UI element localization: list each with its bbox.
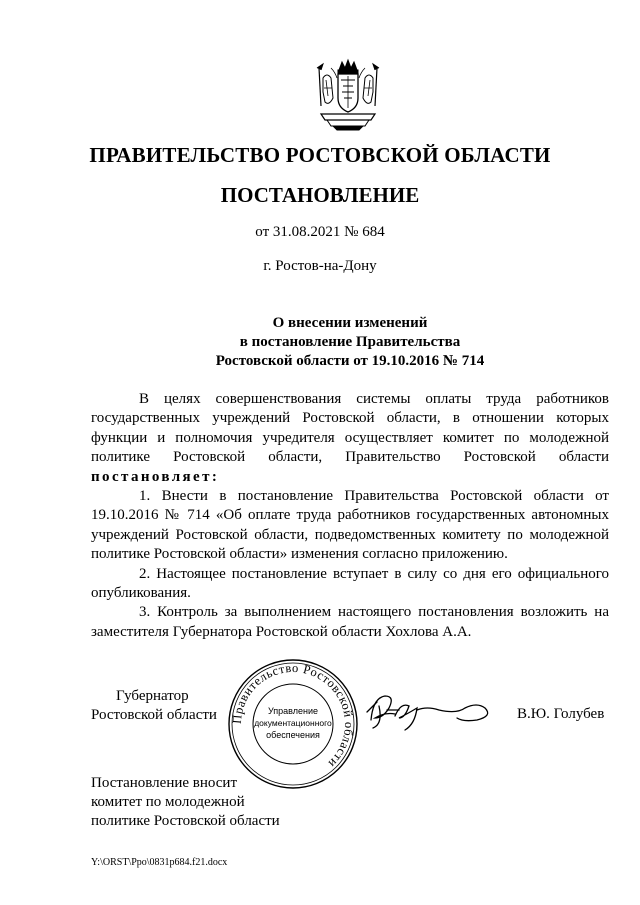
resolution-item: 1. Внести в постановление Правительства Ростовской области от 19.10.2016 № 714 «Об оплате труда работников государственных автономных учреждений Ростовской области, подведомственных комитету по молодежной политике Ростовской области» изменения согласно приложению. (91, 488, 609, 563)
stamp-ring-text: Правительство Ростовской области (229, 660, 357, 771)
coat-of-arms-icon (313, 58, 383, 132)
subject-line: О внесении изменений (272, 315, 428, 331)
resolution-item: 2. Настоящее постановление вступает в силу со дня его официального опубликования. (91, 565, 609, 602)
preamble (91, 390, 609, 487)
preamble-line: В целях совершенствования системы оплаты труда работников (139, 391, 609, 407)
signer-post-line: Губернатор (116, 688, 189, 704)
note-line: политике Ростовской области (91, 813, 280, 829)
signer-name: В.Ю. Голубев (517, 706, 605, 722)
resolution-item: 3. Контроль за выполнением настоящего постановления возложить на заместителя Губернатора Ростовской области Хохлова А.А. (91, 604, 609, 640)
submitted-by-note (91, 774, 280, 831)
handwritten-signature (365, 688, 497, 734)
official-stamp (226, 658, 360, 790)
document-date-number: от 31.08.2021 № 684 (255, 224, 385, 240)
stamp-center-line: Управление (267, 706, 319, 716)
document-city: г. Ростов-на-Дону (263, 258, 377, 274)
document-subject (150, 314, 550, 371)
signer-post-line: Ростовской области (91, 707, 217, 723)
resolution-items (91, 487, 609, 642)
stamp-center-line: документационного (254, 718, 332, 728)
file-path: Y:\ORST\Ppo\0831p684.f21.docx (91, 857, 228, 868)
government-title: ПРАВИТЕЛЬСТВО РОСТОВСКОЙ ОБЛАСТИ (89, 143, 551, 167)
note-line: комитет по молодежной (91, 794, 245, 810)
preamble-line: государственных учреждений Ростовской области, в отношении которых (91, 410, 609, 427)
preamble-line: функции и полномочия учредителя осуществляет комитет по молодежной (91, 429, 609, 446)
stamp-center-line: обеспечения (266, 730, 320, 740)
decision-word: постановляет: (91, 468, 220, 485)
document-type-title: ПОСТАНОВЛЕНИЕ (220, 183, 420, 207)
note-line: Постановление вносит (91, 775, 238, 791)
subject-line: в постановление Правительства (239, 334, 461, 350)
subject-line: Ростовской области от 19.10.2016 № 714 (215, 353, 485, 369)
preamble-line: политике Ростовской области, Правительство Ростовской области (91, 449, 609, 466)
signer-position (91, 687, 217, 725)
